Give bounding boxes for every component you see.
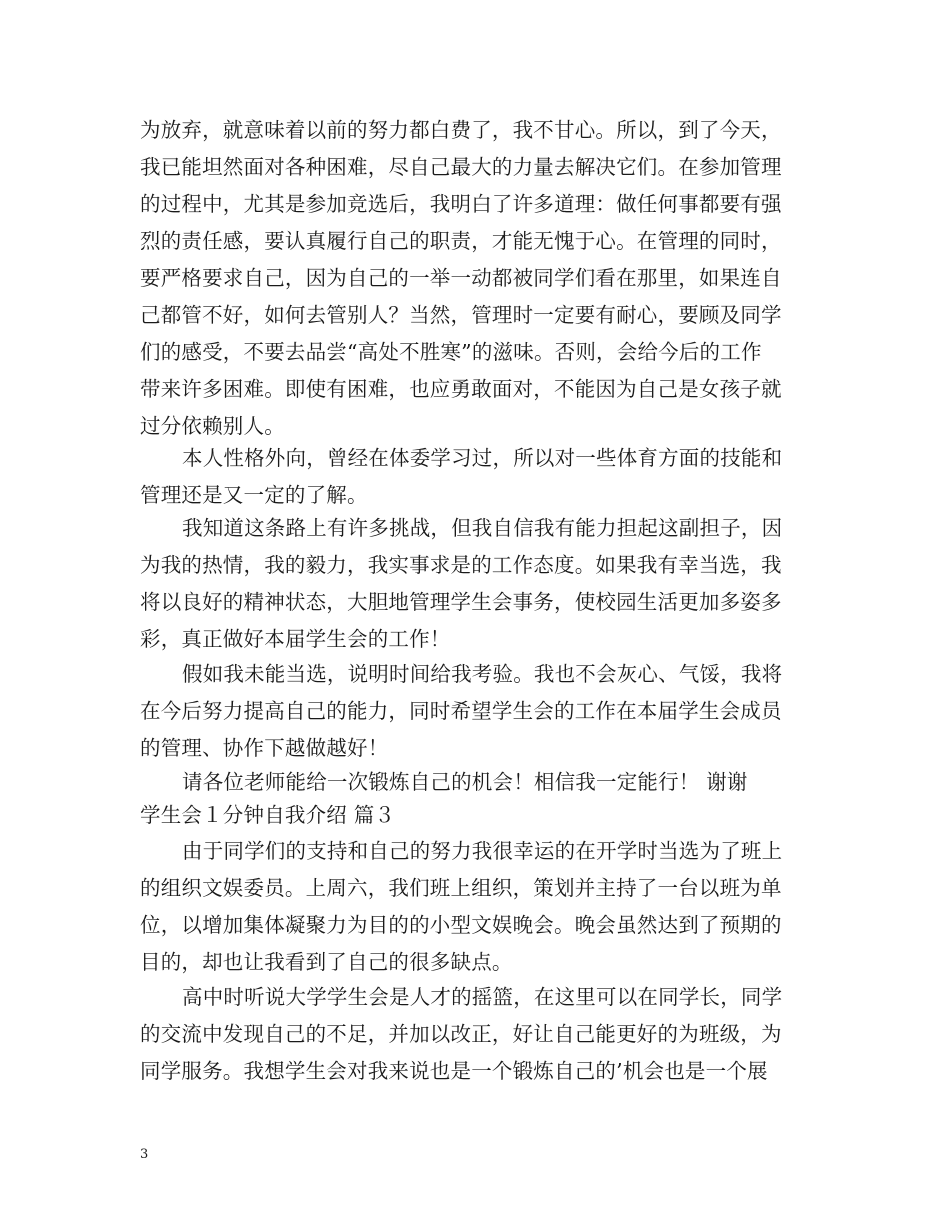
text-line: 将以良好的精神状态，大胆地管理学生会事务，使校园生活更加多姿多 <box>140 590 782 614</box>
text-line: 己都管不好，如何去管别人？当然，管理时一定要有耐心，要顾及同学 <box>140 303 782 327</box>
paragraph-first-line: 由于同学们的支持和自己的努力我很幸运的在开学时当选为了班上 <box>182 839 783 863</box>
text-line: 要严格要求自己，因为自己的一举一动都被同学们看在那里，如果连自 <box>140 266 782 290</box>
text-line: 的组织文娱委员。上周六，我们班上组织，策划并主持了一台以班为单 <box>140 876 782 900</box>
paragraph-first-line: 请各位老师能给一次锻炼自己的机会！相信我一定能行！ 谢谢 <box>182 770 748 794</box>
text-line: 目的，却也让我看到了自己的很多缺点。 <box>140 950 513 974</box>
paragraph-first-line: 我知道这条路上有许多挑战，但我自信我有能力担起这副担子，因 <box>182 516 783 540</box>
page-number: 3 <box>140 1147 149 1162</box>
paragraph-first-line: 本人性格外向，曾经在体委学习过，所以对一些体育方面的技能和 <box>182 446 783 470</box>
text-line: 在今后努力提高自己的能力，同时希望学生会的工作在本届学生会成员 <box>140 699 782 723</box>
text-line: 位，以增加集体凝聚力为目的的小型文娱晚会。晚会虽然达到了预期的 <box>140 913 782 937</box>
text-line: 过分依赖别人。 <box>140 414 285 438</box>
text-line: 的过程中，尤其是参加竞选后，我明白了许多道理：做任何事都要有强 <box>140 192 782 216</box>
text-line: 烈的责任感，要认真履行自己的职责，才能无愧于心。在管理的同时， <box>140 229 782 253</box>
text-line: 的交流中发现自己的不足，并加以改正，好让自己能更好的为班级，为 <box>140 1022 782 1046</box>
section-heading: 学生会１分钟自我介绍 篇３ <box>140 803 396 827</box>
text-line: 管理还是又一定的了解。 <box>140 483 368 507</box>
text-line: 同学服务。我想学生会对我来说也是一个锻炼自己的’机会也是一个展 <box>140 1059 768 1083</box>
text-line: 们的感受，不要去品尝“高处不胜寒”的滋味。否则，会给今后的工作 <box>140 340 762 364</box>
paragraph-first-line: 高中时听说大学学生会是人才的摇篮，在这里可以在同学长，同学 <box>182 985 783 1009</box>
text-line: 带来许多困难。即使有困难，也应勇敢面对，不能因为自己是女孩子就 <box>140 377 782 401</box>
text-line: 为放弃，就意味着以前的努力都白费了，我不甘心。所以，到了今天， <box>140 118 782 142</box>
text-line: 的管理、协作下越做越好！ <box>140 736 389 760</box>
text-line: 彩，真正做好本届学生会的工作！ <box>140 627 451 651</box>
text-line: 我已能坦然面对各种困难，尽自己最大的力量去解决它们。在参加管理 <box>140 155 782 179</box>
paragraph-first-line: 假如我未能当选，说明时间给我考验。我也不会灰心、气馁，我将 <box>182 662 783 686</box>
text-line: 为我的热情，我的毅力，我实事求是的工作态度。如果我有幸当选，我 <box>140 553 782 577</box>
